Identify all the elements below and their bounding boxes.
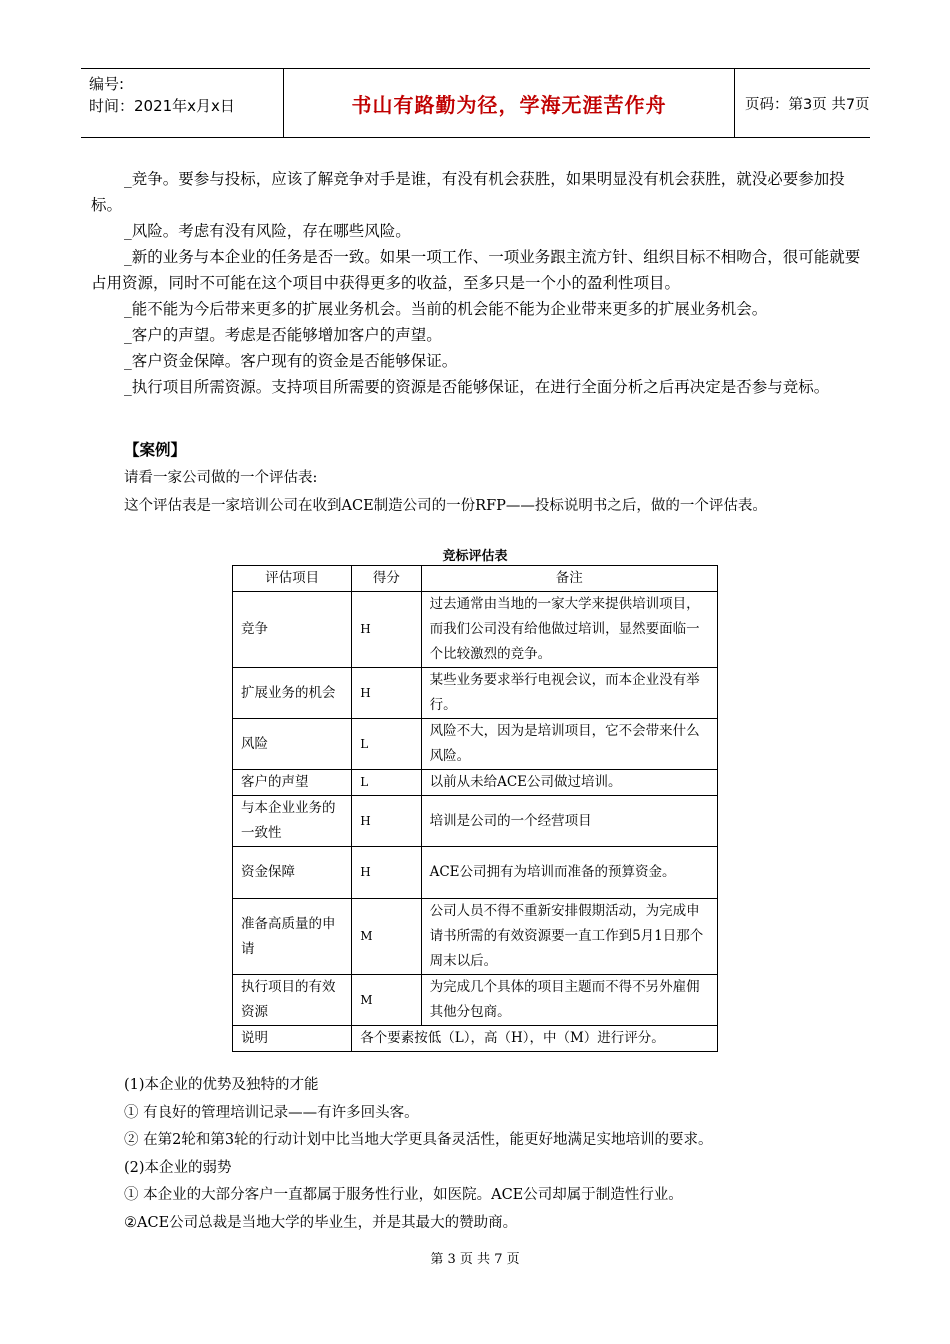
score-cell: H — [352, 796, 421, 847]
note-cell: ACE公司拥有为培训而准备的预算资金。 — [421, 847, 717, 899]
item-cell: 执行项目的有效资源 — [233, 975, 352, 1026]
table-row — [233, 975, 718, 1026]
item-cell: 准备高质量的申请 — [233, 899, 352, 975]
table-title: 竞标评估表 — [442, 549, 508, 564]
header-motto: 书山有路勤为径，学海无涯苦作舟 — [283, 69, 735, 137]
list-item: ① 有良好的管理培训记录——有许多回头客。 — [124, 1104, 419, 1121]
table-row — [233, 770, 718, 796]
note-cell: 以前从未给ACE公司做过培训。 — [421, 770, 717, 796]
evaluation-table — [232, 565, 718, 1052]
analysis-list — [124, 1072, 713, 1237]
paragraph: _能不能为今后带来更多的扩展业务机会。当前的机会能不能为企业带来更多的扩展业务机会。 — [124, 300, 768, 318]
note-cell: 公司人员不得不重新安排假期活动，为完成申请书所需的有效资源要一直工作到5月1日那个周末以后。 — [421, 899, 717, 975]
item-cell: 资金保障 — [233, 847, 352, 899]
paragraph: _执行项目所需资源。支持项目所需要的资源是否能够保证，在进行全面分析之后再决定是否参与竞标。 — [124, 378, 830, 396]
time-label: 时间：2021年x月x日 — [89, 97, 235, 115]
footer-note-cell: 各个要素按低（L），高（H），中（M）进行评分。 — [352, 1026, 718, 1052]
case-heading: 【案例】 — [124, 441, 187, 459]
header-meta — [81, 69, 283, 137]
paragraph: _客户的声望。考虑是否能够增加客户的声望。 — [124, 326, 442, 344]
table-row — [233, 847, 718, 899]
paragraph: _新的业务与本企业的任务是否一致。如果一项工作、一项业务跟主流方针、组织目标不相吻合，很可能就要占用资源，同时不可能在这个项目中获得更多的收益，至多只是一个小的盈利性项目。 — [91, 248, 861, 292]
case-description: 这个评估表是一家培训公司在收到ACE制造公司的一份RFP——投标说明书之后，做的一个评估表。 — [124, 498, 767, 514]
item-cell: 与本企业业务的一致性 — [233, 796, 352, 847]
list-item: ① 本企业的大部分客户一直都属于服务性行业，如医院。ACE公司却属于制造性行业。 — [124, 1187, 683, 1203]
page-header — [81, 68, 870, 138]
table-row — [233, 796, 718, 847]
note-cell: 培训是公司的一个经营项目 — [421, 796, 717, 847]
note-cell: 风险不大，因为是培训项目，它不会带来什么风险。 — [421, 719, 717, 770]
header-page-label: 页码：第3页 共7页 — [745, 96, 870, 113]
case-intro: 请看一家公司做的一个评估表: — [124, 470, 318, 486]
page-footer: 第 3 页 共 7 页 — [430, 1252, 520, 1267]
table-row — [233, 719, 718, 770]
paragraph: _竞争。要参与投标，应该了解竞争对手是谁，有没有机会获胜，如果明显没有机会获胜，就没必要参加投标。 — [91, 170, 845, 214]
table-footer-row — [233, 1026, 718, 1052]
number-label: 编号: — [89, 75, 125, 93]
column-header: 得分 — [352, 566, 421, 592]
item-cell: 扩展业务的机会 — [233, 668, 352, 719]
item-cell: 客户的声望 — [233, 770, 352, 796]
paragraph: _风险。考虑有没有风险，存在哪些风险。 — [124, 222, 411, 240]
note-cell: 某些业务要求举行电视会议，而本企业没有举行。 — [421, 668, 717, 719]
score-cell: M — [352, 975, 421, 1026]
paragraph: _客户资金保障。客户现有的资金是否能够保证。 — [124, 352, 458, 370]
score-cell: M — [352, 899, 421, 975]
table-row — [233, 899, 718, 975]
list-item: (1)本企业的优势及独特的才能 — [124, 1077, 319, 1093]
table-header-row — [233, 566, 718, 592]
item-cell: 竞争 — [233, 592, 352, 668]
note-cell: 过去通常由当地的一家大学来提供培训项目，而我们公司没有给他做过培训，显然要面临一个比较激烈的竞争。 — [421, 592, 717, 668]
list-item: ②ACE公司总裁是当地大学的毕业生，并是其最大的赞助商。 — [124, 1214, 518, 1231]
column-header: 备注 — [421, 566, 717, 592]
item-cell: 风险 — [233, 719, 352, 770]
score-cell: H — [352, 847, 421, 899]
list-item: (2)本企业的弱势 — [124, 1159, 232, 1176]
score-cell: L — [352, 770, 421, 796]
column-header: 评估项目 — [233, 566, 352, 592]
list-item: ② 在第2轮和第3轮的行动计划中比当地大学更具备灵活性，能更好地满足实地培训的要求。 — [124, 1132, 713, 1148]
score-cell: L — [352, 719, 421, 770]
note-cell: 为完成几个具体的项目主题而不得不另外雇佣其他分包商。 — [421, 975, 717, 1026]
table-row — [233, 592, 718, 668]
score-cell: H — [352, 592, 421, 668]
score-cell: H — [352, 668, 421, 719]
footer-label-cell: 说明 — [233, 1026, 352, 1052]
criteria-list — [91, 166, 861, 400]
table-row — [233, 668, 718, 719]
